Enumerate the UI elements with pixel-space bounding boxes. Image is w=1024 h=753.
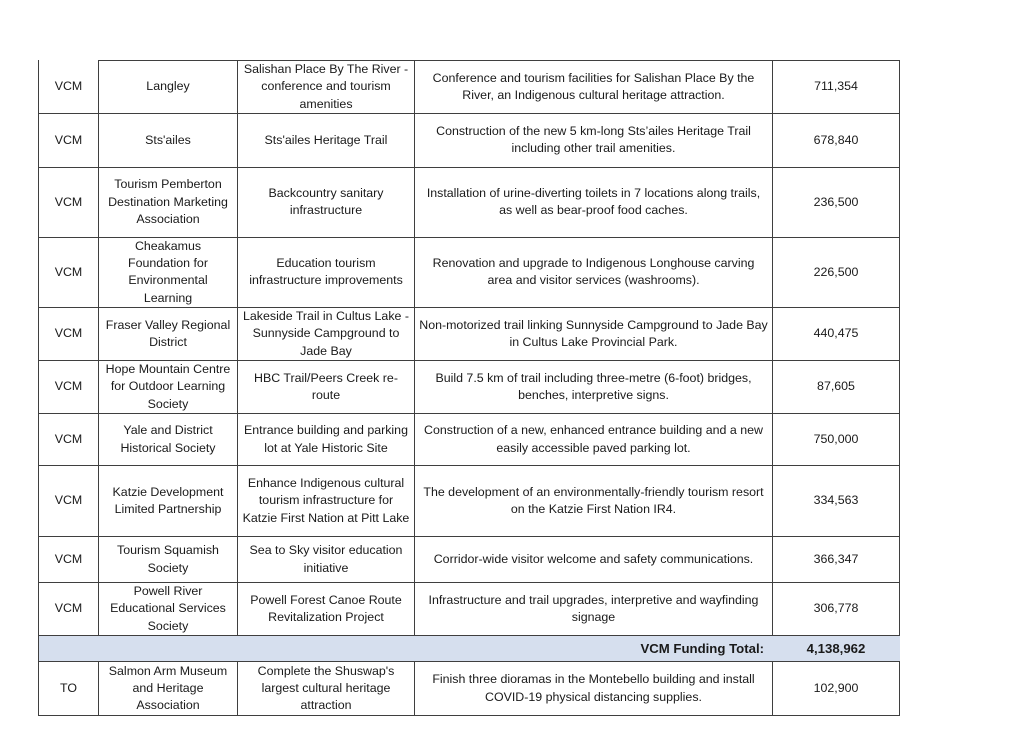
organization-cell: Yale and District Historical Society <box>99 414 238 466</box>
project-cell: Lakeside Trail in Cultus Lake - Sunnyside Campground to Jade Bay <box>238 308 415 361</box>
organization-cell: Tourism Squamish Society <box>99 537 238 583</box>
project-cell: Salishan Place By The River - conference and tourism amenities <box>238 61 415 114</box>
amount-cell: 102,900 <box>773 662 900 716</box>
project-cell: Backcountry sanitary infrastructure <box>238 167 415 237</box>
amount-cell: 236,500 <box>773 167 900 237</box>
table-row <box>39 662 900 716</box>
description-cell: The development of an environmentally-friendly tourism resort on the Katzie First Nation IR4. <box>415 466 773 537</box>
table-row <box>39 167 900 237</box>
project-cell: Powell Forest Canoe Route Revitalization Project <box>238 583 415 636</box>
table-row <box>39 583 900 636</box>
organization-cell: Fraser Valley Regional District <box>99 308 238 361</box>
project-cell: Complete the Shuswap's largest cultural heritage attraction <box>238 662 415 716</box>
organization-cell: Cheakamus Foundation for Environmental Learning <box>99 237 238 307</box>
program-cell: VCM <box>39 537 99 583</box>
description-cell: Conference and tourism facilities for Salishan Place By the River, an Indigenous cultural heritage attraction. <box>415 61 773 114</box>
subtotal-amount: 4,138,962 <box>773 636 900 662</box>
amount-cell: 678,840 <box>773 113 900 167</box>
description-cell: Corridor-wide visitor welcome and safety communications. <box>415 537 773 583</box>
description-cell: Renovation and upgrade to Indigenous Longhouse carving area and visitor services (washrooms). <box>415 237 773 307</box>
project-cell: Education tourism infrastructure improvements <box>238 237 415 307</box>
subtotal-row <box>39 636 900 662</box>
amount-cell: 750,000 <box>773 414 900 466</box>
table-row <box>39 537 900 583</box>
program-cell: VCM <box>39 361 99 414</box>
program-cell: VCM <box>39 113 99 167</box>
project-cell: Sea to Sky visitor education initiative <box>238 537 415 583</box>
organization-cell: Salmon Arm Museum and Heritage Association <box>99 662 238 716</box>
organization-cell: Powell River Educational Services Society <box>99 583 238 636</box>
program-cell: VCM <box>39 414 99 466</box>
amount-cell: 226,500 <box>773 237 900 307</box>
program-cell: TO <box>39 662 99 716</box>
amount-cell: 711,354 <box>773 61 900 114</box>
program-cell: VCM <box>39 61 99 114</box>
description-cell: Installation of urine-diverting toilets in 7 locations along trails, as well as bear-proof food caches. <box>415 167 773 237</box>
description-cell: Construction of a new, enhanced entrance building and a new easily accessible paved parking lot. <box>415 414 773 466</box>
program-cell: VCM <box>39 167 99 237</box>
description-cell: Non-motorized trail linking Sunnyside Campground to Jade Bay in Cultus Lake Provincial Park. <box>415 308 773 361</box>
amount-cell: 87,605 <box>773 361 900 414</box>
table-row <box>39 466 900 537</box>
amount-cell: 306,778 <box>773 583 900 636</box>
program-cell: VCM <box>39 583 99 636</box>
organization-cell: Sts'ailes <box>99 113 238 167</box>
organization-cell: Katzie Development Limited Partnership <box>99 466 238 537</box>
amount-cell: 334,563 <box>773 466 900 537</box>
amount-cell: 440,475 <box>773 308 900 361</box>
description-cell: Build 7.5 km of trail including three-metre (6-foot) bridges, benches, interpretive signs. <box>415 361 773 414</box>
program-cell: VCM <box>39 308 99 361</box>
project-cell: Entrance building and parking lot at Yale Historic Site <box>238 414 415 466</box>
table-row <box>39 237 900 307</box>
organization-cell: Tourism Pemberton Destination Marketing Association <box>99 167 238 237</box>
funding-table <box>38 60 900 716</box>
description-cell: Construction of the new 5 km-long Sts’ailes Heritage Trail including other trail amenities. <box>415 113 773 167</box>
program-cell: VCM <box>39 237 99 307</box>
table-row <box>39 61 900 114</box>
table-row <box>39 414 900 466</box>
project-cell: HBC Trail/Peers Creek re-route <box>238 361 415 414</box>
program-cell: VCM <box>39 466 99 537</box>
project-cell: Sts'ailes Heritage Trail <box>238 113 415 167</box>
table-row <box>39 113 900 167</box>
organization-cell: Langley <box>99 61 238 114</box>
organization-cell: Hope Mountain Centre for Outdoor Learning Society <box>99 361 238 414</box>
amount-cell: 366,347 <box>773 537 900 583</box>
description-cell: Infrastructure and trail upgrades, interpretive and wayfinding signage <box>415 583 773 636</box>
description-cell: Finish three dioramas in the Montebello building and install COVID-19 physical distancing supplies. <box>415 662 773 716</box>
subtotal-label: VCM Funding Total: <box>39 636 773 662</box>
table-row <box>39 308 900 361</box>
table-row <box>39 361 900 414</box>
project-cell: Enhance Indigenous cultural tourism infrastructure for Katzie First Nation at Pitt Lake <box>238 466 415 537</box>
